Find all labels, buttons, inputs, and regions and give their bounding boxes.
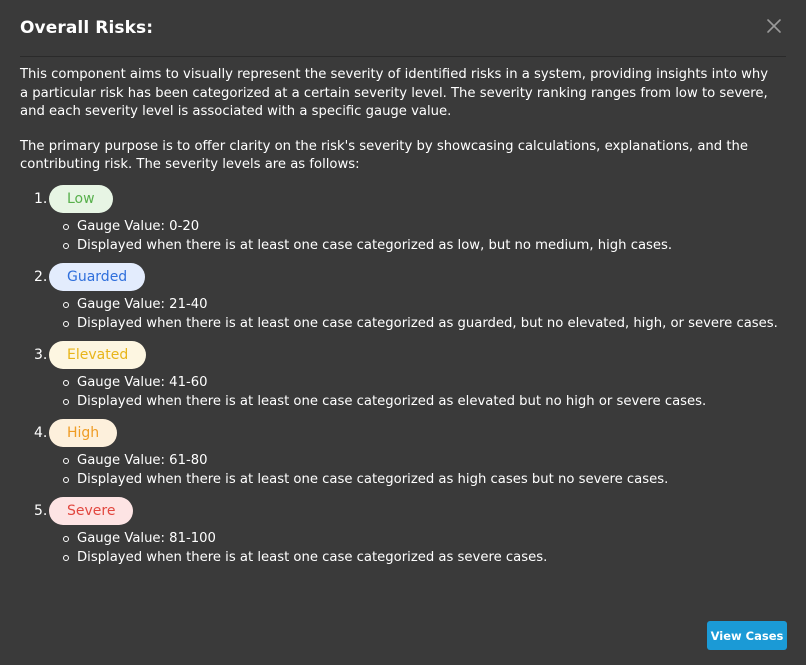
gauge-value: Gauge Value: 81-100 — [77, 529, 780, 548]
list-number: 3. — [34, 346, 48, 363]
gauge-value: Gauge Value: 21-40 — [77, 295, 780, 314]
modal-title: Overall Risks: — [20, 18, 154, 38]
severity-details — [49, 217, 780, 255]
severity-description: Displayed when there is at least one case categorized as high cases but no severe cases. — [77, 470, 780, 489]
gauge-value: Gauge Value: 61-80 — [77, 451, 780, 470]
close-icon[interactable] — [762, 14, 786, 38]
view-cases-button[interactable]: View Cases — [707, 621, 787, 650]
severity-badge-elevated: Elevated — [49, 341, 146, 369]
list-number: 2. — [34, 268, 48, 285]
list-number: 4. — [34, 424, 48, 441]
severity-description: Displayed when there is at least one case categorized as guarded, but no elevated, high, or severe cases. — [77, 314, 780, 333]
severity-level-guarded — [20, 263, 780, 333]
gauge-value: Gauge Value: 41-60 — [77, 373, 780, 392]
severity-details — [49, 529, 780, 567]
purpose-paragraph: The primary purpose is to offer clarity on the risk's severity by showcasing calculations, explanations, and the contributing risk. The severity levels are as follows: — [20, 138, 748, 172]
severity-level-elevated — [20, 341, 780, 411]
severity-level-severe — [20, 497, 780, 567]
severity-levels-list — [20, 185, 780, 567]
severity-description: Displayed when there is at least one case categorized as low, but no medium, high cases. — [77, 236, 780, 255]
severity-description: Displayed when there is at least one case categorized as elevated but no high or severe cases. — [77, 392, 780, 411]
severity-level-high — [20, 419, 780, 489]
severity-badge-low: Low — [49, 185, 113, 213]
severity-level-low — [20, 185, 780, 255]
list-number: 1. — [34, 190, 48, 207]
gauge-value: Gauge Value: 0-20 — [77, 217, 780, 236]
severity-badge-high: High — [49, 419, 117, 447]
severity-description: Displayed when there is at least one case categorized as severe cases. — [77, 548, 780, 567]
severity-details — [49, 373, 780, 411]
list-number: 5. — [34, 502, 48, 519]
modal-header — [20, 12, 786, 57]
modal-body — [20, 66, 780, 567]
intro-paragraph: This component aims to visually represent the severity of identified risks in a system, providing insights into why a particular risk has been categorized at a certain severity level. The severity ranking ranges from low to severe, and each severity level is associated with a specific gauge value. — [20, 67, 769, 119]
severity-badge-guarded: Guarded — [49, 263, 145, 291]
severity-details — [49, 451, 780, 489]
severity-details — [49, 295, 780, 333]
severity-badge-severe: Severe — [49, 497, 133, 525]
